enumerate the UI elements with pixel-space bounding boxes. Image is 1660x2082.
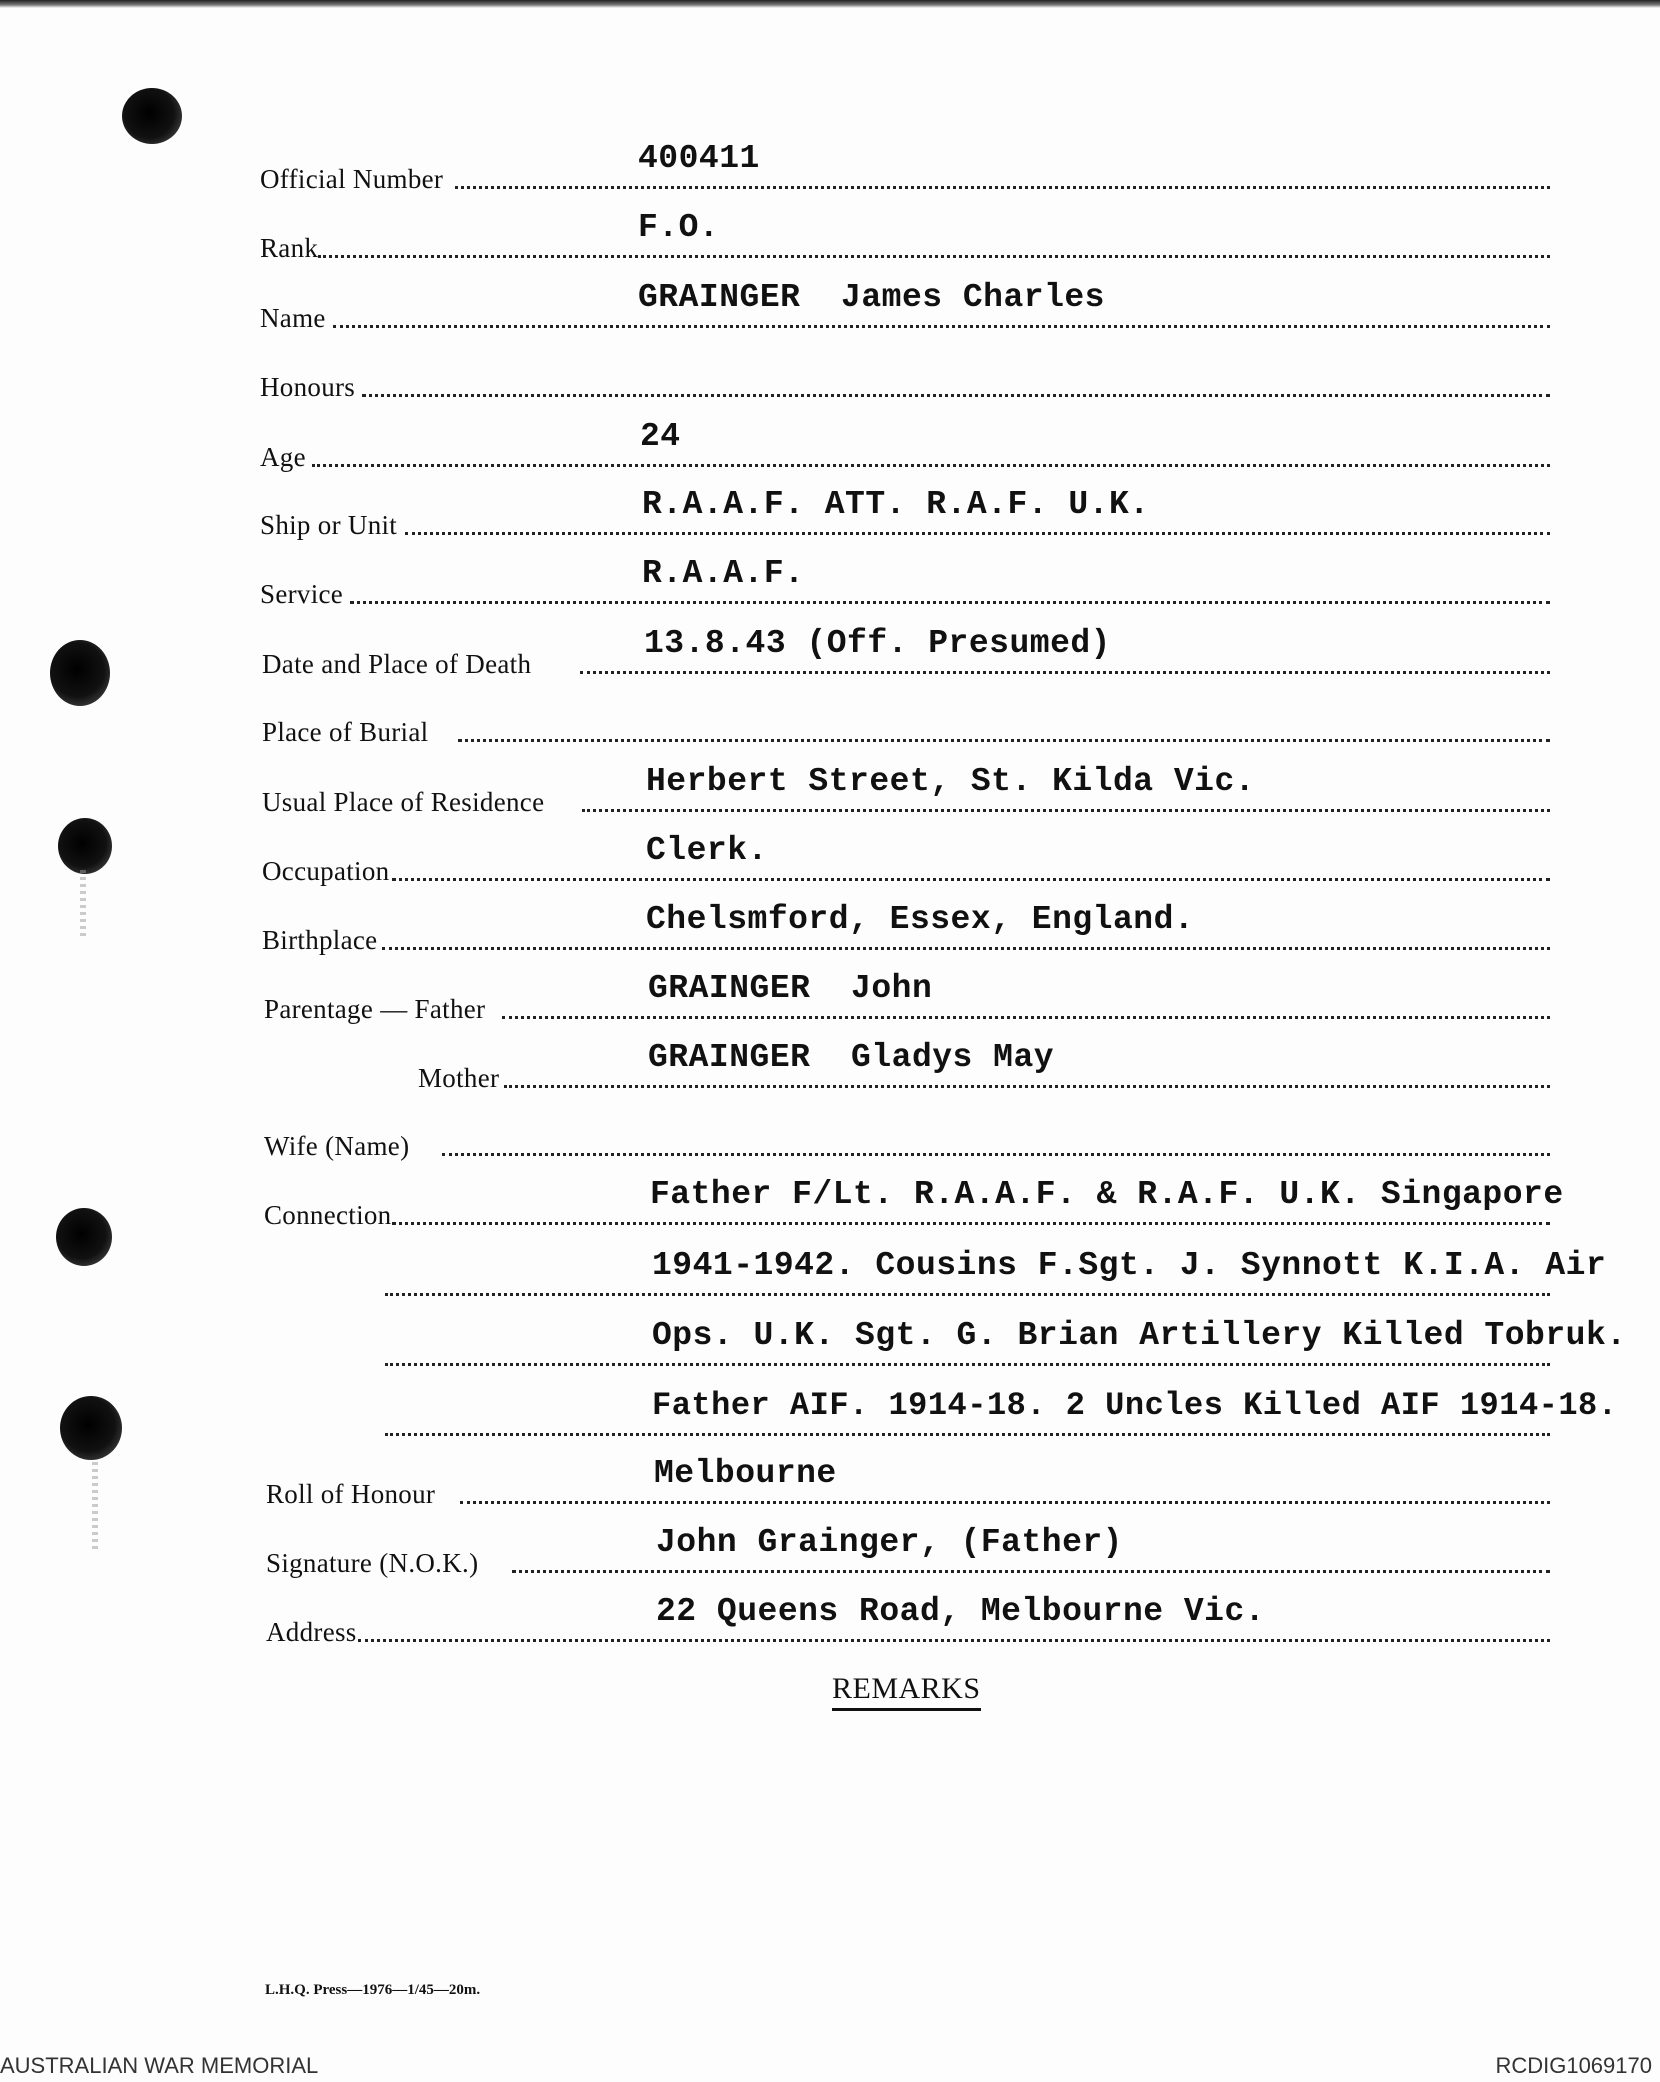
value-connection-line: 1941-1942. Cousins F.Sgt. J. Synnott K.I.A. Air	[652, 1247, 1607, 1284]
dotted-line	[502, 1016, 1550, 1019]
field-connection-cont	[0, 1372, 1660, 1442]
value-mother: GRAINGER Gladys May	[648, 1039, 1055, 1076]
dotted-line	[442, 1153, 1550, 1156]
label-address: Address	[266, 1617, 357, 1647]
value-official-number: 400411	[638, 140, 760, 177]
field-official-number	[0, 125, 1660, 195]
label-date-place-death: Date and Place of Death	[262, 649, 532, 679]
card-top-edge	[0, 0, 1660, 8]
field-connection-cont	[0, 1232, 1660, 1302]
value-roll-of-honour: Melbourne	[654, 1455, 837, 1492]
value-date-place-death: 13.8.43 (Off. Presumed)	[644, 625, 1111, 662]
field-wife	[0, 1092, 1660, 1162]
dotted-line	[582, 809, 1550, 812]
label-father: Parentage — Father	[264, 994, 486, 1024]
label-ship-or-unit: Ship or Unit	[260, 510, 398, 540]
field-honours	[0, 333, 1660, 403]
value-connection-line: Father AIF. 1914-18. 2 Uncles Killed AIF 1914-18.	[652, 1387, 1618, 1424]
dotted-line	[455, 186, 1550, 189]
watermark-right: RCDIG1069170	[1495, 2053, 1652, 2078]
dotted-line	[580, 671, 1550, 674]
remarks-heading: REMARKS	[832, 1672, 981, 1711]
field-roll-of-honour	[0, 1440, 1660, 1510]
label-signature: Signature (N.O.K.)	[266, 1548, 479, 1578]
dotted-line	[458, 739, 1550, 742]
label-mother: Mother	[418, 1063, 500, 1093]
value-occupation: Clerk.	[646, 832, 768, 869]
field-date-place-death	[0, 610, 1660, 680]
dotted-line	[392, 1222, 1550, 1225]
label-service: Service	[260, 579, 344, 609]
dotted-line	[385, 1293, 1550, 1296]
dotted-line	[385, 1363, 1550, 1366]
value-ship-or-unit: R.A.A.F. ATT. R.A.F. U.K.	[642, 486, 1150, 523]
field-ship-or-unit	[0, 471, 1660, 541]
watermark-left: AUSTRALIAN WAR MEMORIAL	[0, 2053, 319, 2078]
dotted-line	[512, 1570, 1550, 1573]
dotted-line	[312, 464, 1550, 467]
field-signature	[0, 1509, 1660, 1579]
dotted-line	[392, 878, 1550, 881]
field-address	[0, 1578, 1660, 1648]
label-connection: Connection	[264, 1200, 392, 1230]
value-signature: John Grainger, (Father)	[656, 1524, 1123, 1561]
dotted-line	[333, 325, 1550, 328]
dotted-line	[350, 601, 1550, 604]
field-service	[0, 540, 1660, 610]
value-birthplace: Chelsmford, Essex, England.	[646, 901, 1195, 938]
dotted-line	[504, 1085, 1550, 1088]
dotted-line	[405, 532, 1550, 535]
field-birthplace	[0, 886, 1660, 956]
label-place-of-burial: Place of Burial	[262, 717, 429, 747]
field-age	[0, 403, 1660, 473]
label-official-number: Official Number	[260, 164, 444, 194]
value-age: 24	[640, 418, 681, 455]
field-occupation	[0, 817, 1660, 887]
field-mother	[0, 1024, 1660, 1094]
label-occupation: Occupation	[262, 856, 390, 886]
label-birthplace: Birthplace	[262, 925, 378, 955]
dotted-line	[382, 947, 1550, 950]
label-age: Age	[260, 442, 306, 472]
field-father	[0, 955, 1660, 1025]
value-name: GRAINGER James Charles	[638, 279, 1105, 316]
field-place-of-burial	[0, 678, 1660, 748]
field-rank	[0, 194, 1660, 264]
value-connection-line: Ops. U.K. Sgt. G. Brian Artillery Killed Tobruk.	[652, 1317, 1627, 1354]
value-address: 22 Queens Road, Melbourne Vic.	[656, 1593, 1266, 1630]
dotted-line	[318, 255, 1550, 258]
label-name: Name	[260, 303, 326, 333]
value-connection-line: Father F/Lt. R.A.A.F. & R.A.F. U.K. Singapore	[650, 1176, 1564, 1213]
dotted-line	[362, 394, 1550, 397]
label-rank: Rank	[260, 233, 319, 263]
label-residence: Usual Place of Residence	[262, 787, 545, 817]
label-wife: Wife (Name)	[264, 1131, 410, 1161]
value-residence: Herbert Street, St. Kilda Vic.	[646, 763, 1256, 800]
field-connection	[0, 1161, 1660, 1231]
print-code: L.H.Q. Press—1976—1/45—20m.	[265, 1982, 481, 1998]
dotted-line	[460, 1501, 1550, 1504]
field-name	[0, 264, 1660, 334]
label-roll-of-honour: Roll of Honour	[266, 1479, 436, 1509]
field-residence	[0, 748, 1660, 818]
value-rank: F.O.	[638, 209, 720, 246]
label-honours: Honours	[260, 372, 356, 402]
field-connection-cont	[0, 1302, 1660, 1372]
value-father: GRAINGER John	[648, 970, 933, 1007]
dotted-line	[358, 1639, 1550, 1642]
dotted-line	[385, 1433, 1550, 1436]
value-service: R.A.A.F.	[642, 555, 805, 592]
